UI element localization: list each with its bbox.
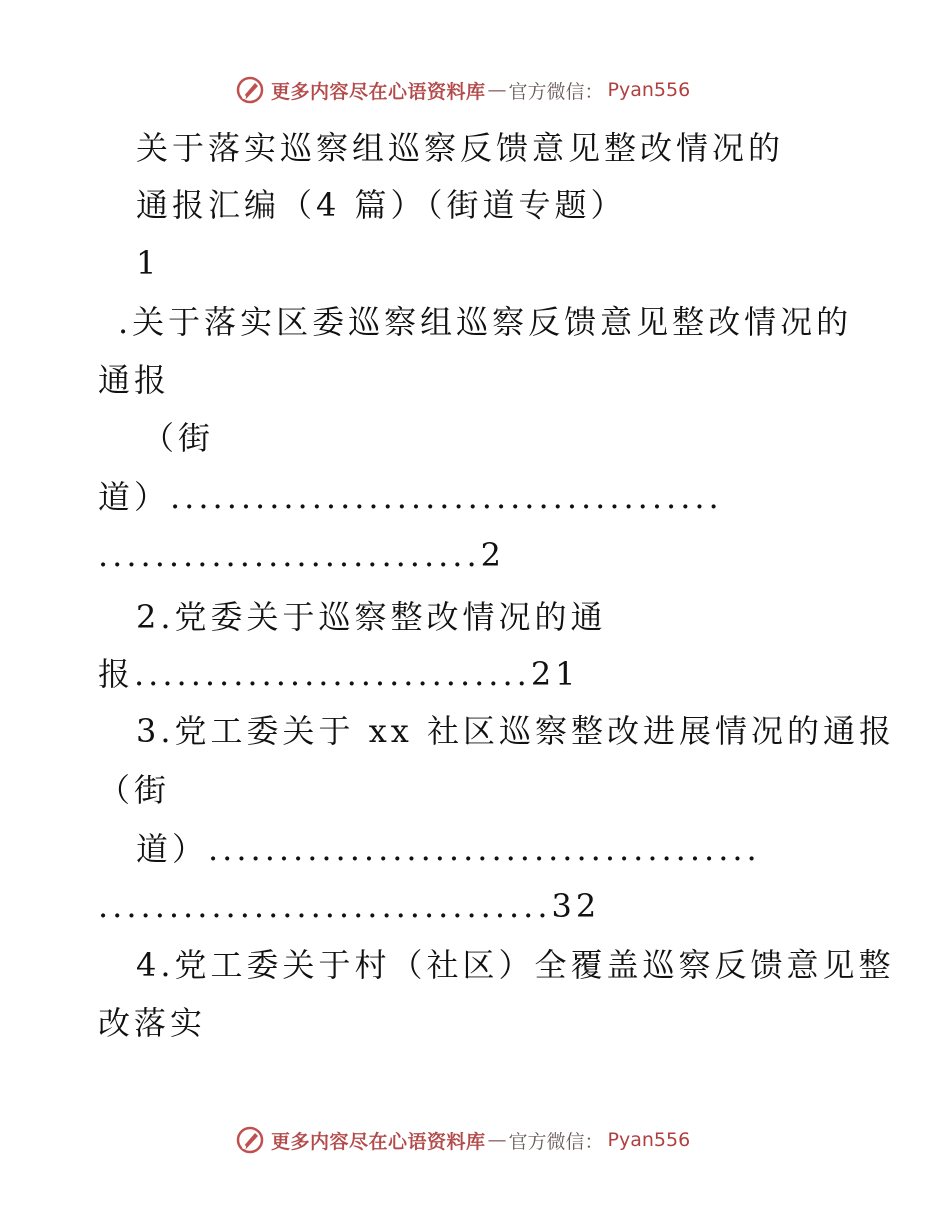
pen-logo-icon	[235, 1125, 265, 1155]
banner-separator: —	[487, 1129, 507, 1151]
toc-line: ...........................2	[98, 536, 505, 574]
toc-line: 道）.......................................	[98, 478, 723, 516]
doc-title-line-2: 通报汇编（4 篇）（街道专题）	[136, 186, 627, 224]
toc-line: 道）.......................................	[136, 830, 761, 868]
banner-official-label: 官方微信：	[508, 1130, 604, 1153]
toc-line: .关于落实区委巡察组巡察反馈意见整改情况的	[118, 303, 853, 341]
banner-separator: —	[487, 79, 507, 101]
toc-line: （街	[142, 419, 215, 457]
toc-line: 2.党委关于巡察整改情况的通	[136, 598, 607, 636]
banner-wechat-id: Pyan556	[607, 1129, 691, 1151]
header-banner	[235, 72, 690, 108]
footer-banner	[235, 1122, 690, 1158]
toc-line: 报............................21	[98, 655, 580, 693]
toc-line: 改落实	[98, 1004, 207, 1042]
toc-line: ................................32	[98, 887, 601, 925]
banner-wechat-id: Pyan556	[607, 79, 691, 101]
banner-main-text: 更多内容尽在心语资料库	[271, 80, 486, 103]
toc-line: （街	[98, 771, 171, 809]
toc-line: 1	[136, 244, 161, 282]
toc-line: 3.党工委关于 xx 社区巡察整改进展情况的通报	[136, 712, 895, 750]
banner-main-text: 更多内容尽在心语资料库	[271, 1130, 486, 1153]
pen-logo-icon	[235, 75, 265, 105]
toc-line: 通报	[98, 361, 171, 399]
banner-official-label: 官方微信：	[508, 80, 604, 103]
doc-title-line-1: 关于落实巡察组巡察反馈意见整改情况的	[136, 129, 785, 167]
toc-line: 4.党工委关于村（社区）全覆盖巡察反馈意见整	[136, 946, 895, 984]
